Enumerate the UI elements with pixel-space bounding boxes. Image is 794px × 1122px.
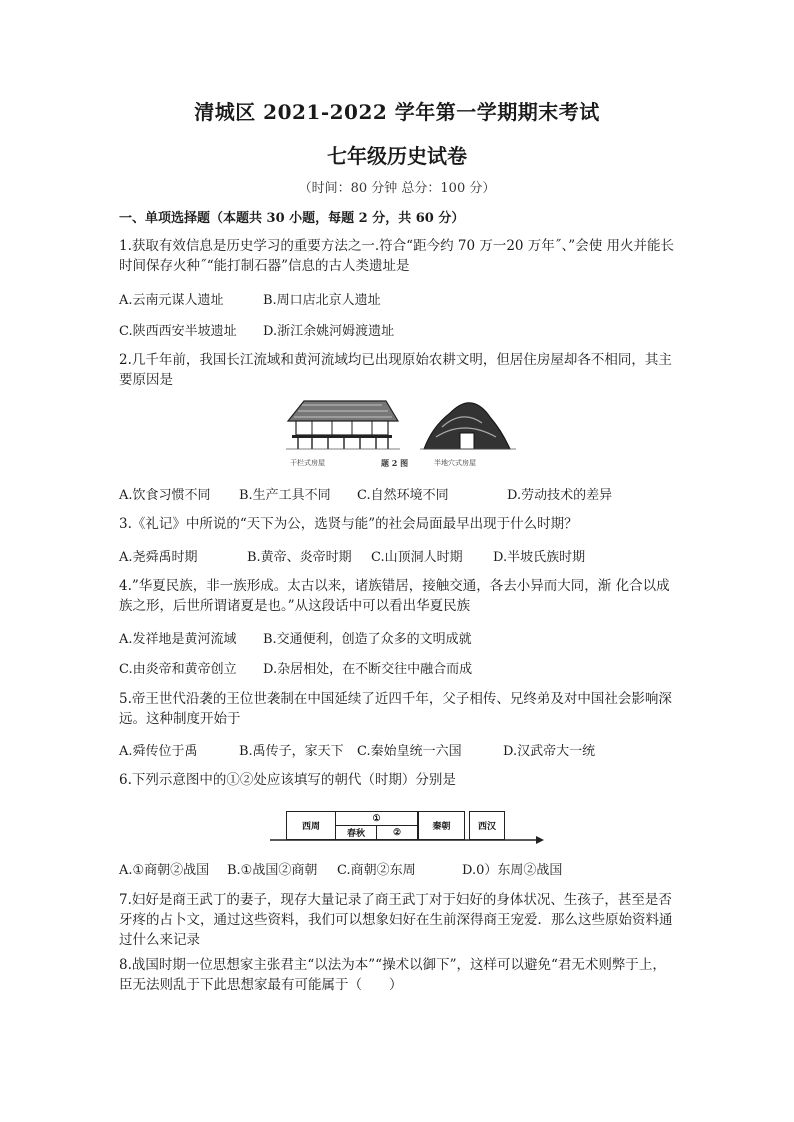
question-3-options <box>119 546 585 565</box>
question-4: 4.”华夏民族，非一族形成。太古以来，诸族错居，接触交通，各去小异而大同，渐 化合以成族之形，后世所谓诸夏是也。”从这段话中可以看出华夏民族 <box>119 578 670 614</box>
option: D.杂居相处，在不断交往中融合而成 <box>263 662 473 677</box>
figure-right-label: 半地穴式房屋 <box>434 459 476 467</box>
question-1-options-row-2 <box>119 320 394 339</box>
option: A.尧舜禹时期 <box>119 550 198 565</box>
option: D.半坡氏族时期 <box>493 550 586 565</box>
option: C.自然环境不同 <box>357 488 449 503</box>
figure-left-label: 干栏式房屋 <box>290 459 325 467</box>
timeline-box-5: 西汉 <box>469 811 505 840</box>
timeline-box-4: 秦朝 <box>418 811 465 840</box>
option: A.饮食习惯不同 <box>119 488 211 503</box>
question-5: 5.帝王世代沿袭的王位世袭制在中国延续了近四千年，父子相传、兄终弟及对中国社会影响深远。这种制度开始于 <box>119 691 672 727</box>
option: B.禹传子，家天下 <box>239 744 344 759</box>
option: C.秦始皇统一六国 <box>357 744 462 759</box>
option: B.交通便利，创造了众多的文明成就 <box>263 632 472 647</box>
timeline-arrow <box>270 834 545 846</box>
option: B.①战国②商朝 <box>227 863 318 878</box>
section-heading: 一、单项选择题（本题共 30 小题，每题 2 分，共 60 分） <box>119 211 465 226</box>
stilt-house-drawing <box>286 401 400 449</box>
option: C.山顶洞人时期 <box>371 550 463 565</box>
option: D.浙江余姚河姆渡遗址 <box>263 324 395 339</box>
option: A.①商朝②战国 <box>119 863 210 878</box>
option: C.陕西西安半坡遗址 <box>119 324 237 339</box>
option: A.发祥地是黄河流域 <box>119 632 237 647</box>
option: C.商朝②东周 <box>337 863 416 878</box>
figure-center-label: 题 2 图 <box>381 458 409 468</box>
option: A.云南元谋人遗址 <box>119 293 224 308</box>
question-2-options <box>119 484 612 503</box>
question-8: 8.战国时期一位思想家主张君主“以法为本”“操术以御下”，这样可以避免“君无术则弊于上，臣无法则乱于下此思想家最有可能属于（ ） <box>119 957 666 993</box>
timeline-box-top: ① <box>335 811 418 826</box>
timeline-box-2: 春秋 <box>335 825 377 840</box>
option: A.舜传位于禹 <box>119 744 198 759</box>
option: D.汉武帝大一统 <box>503 744 596 759</box>
question-1-options-row-1 <box>119 289 381 308</box>
exam-meta: （时间：80 分钟 总分：100 分） <box>298 181 496 196</box>
question-5-options <box>119 740 595 759</box>
option: D.劳动技术的差异 <box>507 488 613 503</box>
option: B.黄帝、炎帝时期 <box>247 550 352 565</box>
question-6: 6.下列示意图中的①②处应该填写的朝代（时期）分别是 <box>119 772 456 788</box>
exam-subtitle: 七年级历史试卷 <box>327 144 467 168</box>
pit-house-drawing <box>420 403 516 449</box>
question-4-options-row-1 <box>119 628 472 647</box>
timeline-box-1: 西周 <box>286 811 336 840</box>
option: B.周口店北京人遗址 <box>263 293 381 308</box>
option: D.0）东周②战国 <box>462 863 563 878</box>
question-3: 3.《礼记》中所说的“天下为公，选贤与能”的社会局面最早出现于什么时期？ <box>119 516 578 532</box>
exam-title: 清城区 2021-2022 学年第一学期期末考试 <box>194 100 600 124</box>
option: B.生产工具不同 <box>239 488 331 503</box>
house-illustration <box>282 397 522 459</box>
timeline-box-3: ② <box>376 825 418 840</box>
option: C.由炎帝和黄帝创立 <box>119 662 237 677</box>
question-4-options-row-2 <box>119 658 472 677</box>
question-7: 7.妇好是商王武丁的妻子，现存大量记录了商王武丁对于妇好的身体状况、生孩子，甚至是否牙疼的占卜文，通过这些资料，我们可以想象妇好在生前深得商王宠爱．那么这些原始资料通过什么来记录 <box>119 892 673 948</box>
question-6-options <box>119 859 562 878</box>
question-1: 1.获取有效信息是历史学习的重要方法之一.符合“距今约 70 万一20 万年˝、”会使 用火并能长时间保存火种˝“能打制石器”信息的古人类遗址是 <box>119 238 674 274</box>
question-2: 2.几千年前，我国长江流域和黄河流域均已出现原始农耕文明，但居住房屋却各不相同，其主要原因是 <box>119 352 672 388</box>
